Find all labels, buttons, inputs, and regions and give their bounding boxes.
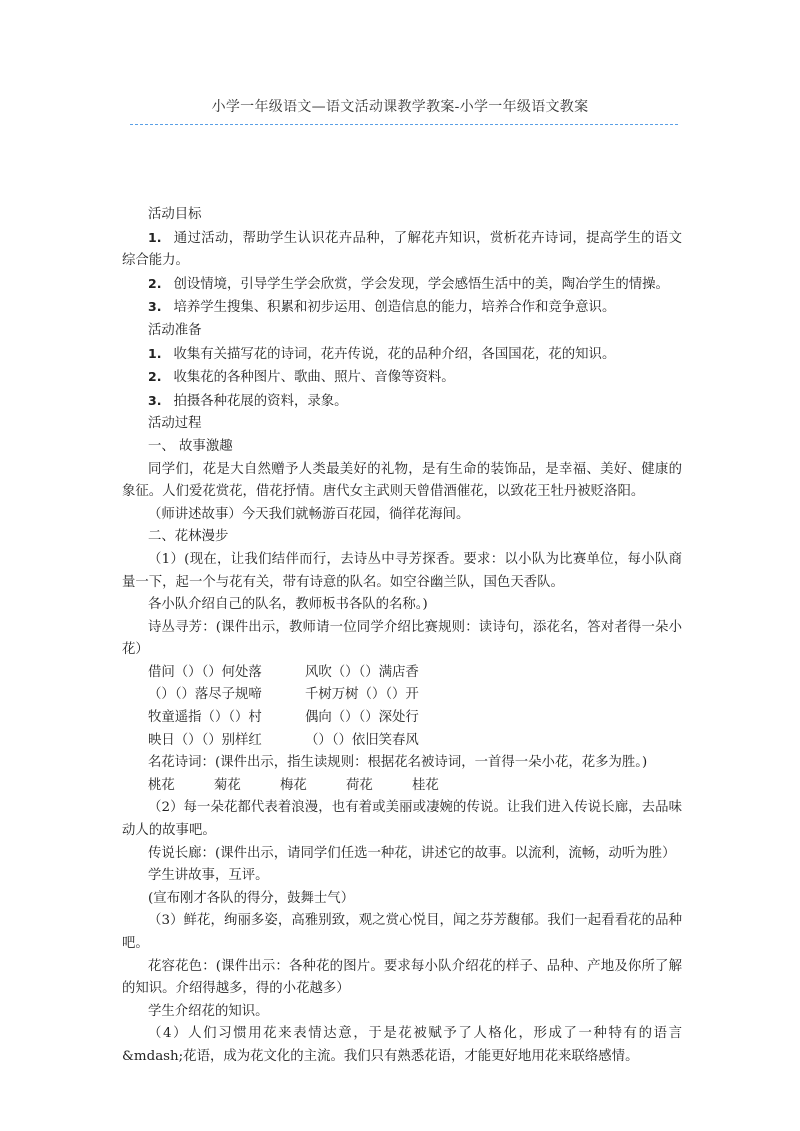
prep-text: 收集花的各种图片、歌曲、照片、音像等资料。 bbox=[173, 370, 455, 386]
poem-row bbox=[122, 662, 682, 685]
famous-poems-rules: 名花诗词：(课件出示，指生读规则：根据花名被诗词，一首得一朵小花，花多为胜。) bbox=[148, 755, 648, 771]
poem-intro: 诗丛寻芳：(课件出示，教师请一位同学介绍比赛规则：读诗句，添花名，答对者得一朵小花） bbox=[122, 619, 682, 658]
prep-text: 拍摄各种花展的资料，录象。 bbox=[173, 393, 348, 409]
part1-note: （师讲述故事）今天我们就畅游百花园，徜徉花海间。 bbox=[148, 506, 470, 522]
poem-line: 牧童遥指（）（）村 bbox=[148, 710, 262, 726]
part2-step2: （2）每一朵花都代表着浪漫，也有着或美丽或凄婉的传说。让我们进入传说长廊，去品味动人的故事吧。 bbox=[122, 800, 682, 839]
goal-item-1 bbox=[122, 227, 682, 273]
goal-number: 2. bbox=[148, 275, 162, 291]
flower-name: 桃花 bbox=[148, 777, 175, 793]
prep-item-2 bbox=[122, 366, 682, 390]
poem-line: （）（）落尽子规啼 bbox=[148, 687, 262, 703]
prep-number: 1. bbox=[148, 345, 162, 361]
prep-text: 收集有关描写花的诗词，花卉传说，花的品种介绍，各国国花，花的知识。 bbox=[173, 346, 616, 362]
title-dashed-rule bbox=[130, 124, 678, 125]
poem-line: 借问（）（）何处落 bbox=[148, 664, 262, 680]
goal-text: 创设情境，引导学生学会欣赏，学会发现，学会感悟生活中的美，陶冶学生的情操。 bbox=[173, 276, 669, 292]
poem-line: 千树万树（）（）开 bbox=[305, 687, 419, 703]
part2-step4: （4）人们习惯用花来表情达意，于是花被赋予了人格化，形成了一种特有的语言&mdash;花语，成为花文化的主流。我们只有熟悉花语，才能更好地用花来联络感情。 bbox=[122, 1026, 682, 1064]
part1-paragraph: 同学们，花是大自然赠予人类最美好的礼物，是有生命的装饰品，是幸福、美好、健康的象征。人们爱花赏花，借花抒情。唐代女主武则天曾借酒催花，以致花王牡丹被贬洛阳。 bbox=[122, 461, 682, 500]
prep-number: 3. bbox=[148, 392, 162, 408]
flower-name: 荷花 bbox=[346, 777, 373, 793]
part2-step1-note: 各小队介绍自己的队名，教师板书各队的名称。) bbox=[148, 597, 428, 613]
goal-text: 培养学生搜集、积累和初步运用、创造信息的能力，培养合作和竞争意识。 bbox=[173, 300, 616, 316]
flower-list bbox=[122, 775, 682, 798]
goals-heading: 活动目标 bbox=[148, 207, 202, 222]
poem-row bbox=[122, 730, 682, 753]
poem-row bbox=[122, 707, 682, 730]
poem-line: 映日（）（）别样红 bbox=[148, 732, 262, 748]
part2-heading: 二、花林漫步 bbox=[148, 529, 229, 545]
prep-heading: 活动准备 bbox=[148, 322, 202, 338]
legend-score: (宣布刚才各队的得分，鼓舞士气） bbox=[148, 890, 355, 906]
part2-step1: （1）(现在，让我们结伴而行，去诗丛中寻芳探香。要求：以小队为比赛单位，每小队商量一下，起一个与花有关，带有诗意的队名。如空谷幽兰队，国色天香队。 bbox=[122, 551, 682, 590]
process-heading: 活动过程 bbox=[148, 416, 202, 432]
appearance-rules: 花容花色：(课件出示：各种花的图片。要求每小队介绍花的样子、品种、产地及你所了解的知识。介绍得越多，得的小花越多） bbox=[122, 958, 682, 997]
poem-row bbox=[122, 684, 682, 707]
goal-item-2 bbox=[122, 273, 682, 297]
poem-line: （）（）依旧笑春风 bbox=[305, 732, 419, 748]
appearance-students: 学生介绍花的知识。 bbox=[148, 1003, 269, 1019]
prep-item-3 bbox=[122, 390, 682, 414]
legend-students: 学生讲故事，互评。 bbox=[148, 868, 269, 884]
goal-number: 3. bbox=[148, 299, 162, 315]
poem-line: 偶向（）（）深处行 bbox=[305, 710, 419, 726]
document-body bbox=[122, 204, 682, 1069]
goal-item-3 bbox=[122, 296, 682, 320]
legend-rules: 传说长廊：(课件出示，请同学们任选一种花，讲述它的故事。以流利，流畅，动听为胜） bbox=[148, 845, 676, 861]
flower-name: 梅花 bbox=[280, 777, 307, 793]
flower-name: 桂花 bbox=[412, 777, 439, 793]
prep-number: 2. bbox=[148, 369, 162, 385]
goal-text: 通过活动，帮助学生认识花卉品种，了解花卉知识，赏析花卉诗词，提高学生的语文综合能力。 bbox=[122, 230, 682, 269]
prep-item-1 bbox=[122, 343, 682, 367]
document-title: 小学一年级语文—语文活动课教学教案-小学一年级语文教案 bbox=[211, 99, 589, 115]
goal-number: 1. bbox=[148, 229, 162, 245]
flower-name: 菊花 bbox=[214, 777, 241, 793]
part2-step3: （3）鲜花，绚丽多姿，高雅别致，观之赏心悦目，闻之芬芳馥郁。我们一起看看花的品种吧。 bbox=[122, 913, 682, 951]
poem-line: 风吹（）（）满店香 bbox=[305, 664, 419, 680]
part1-heading: 一、 故事激趣 bbox=[148, 438, 233, 454]
